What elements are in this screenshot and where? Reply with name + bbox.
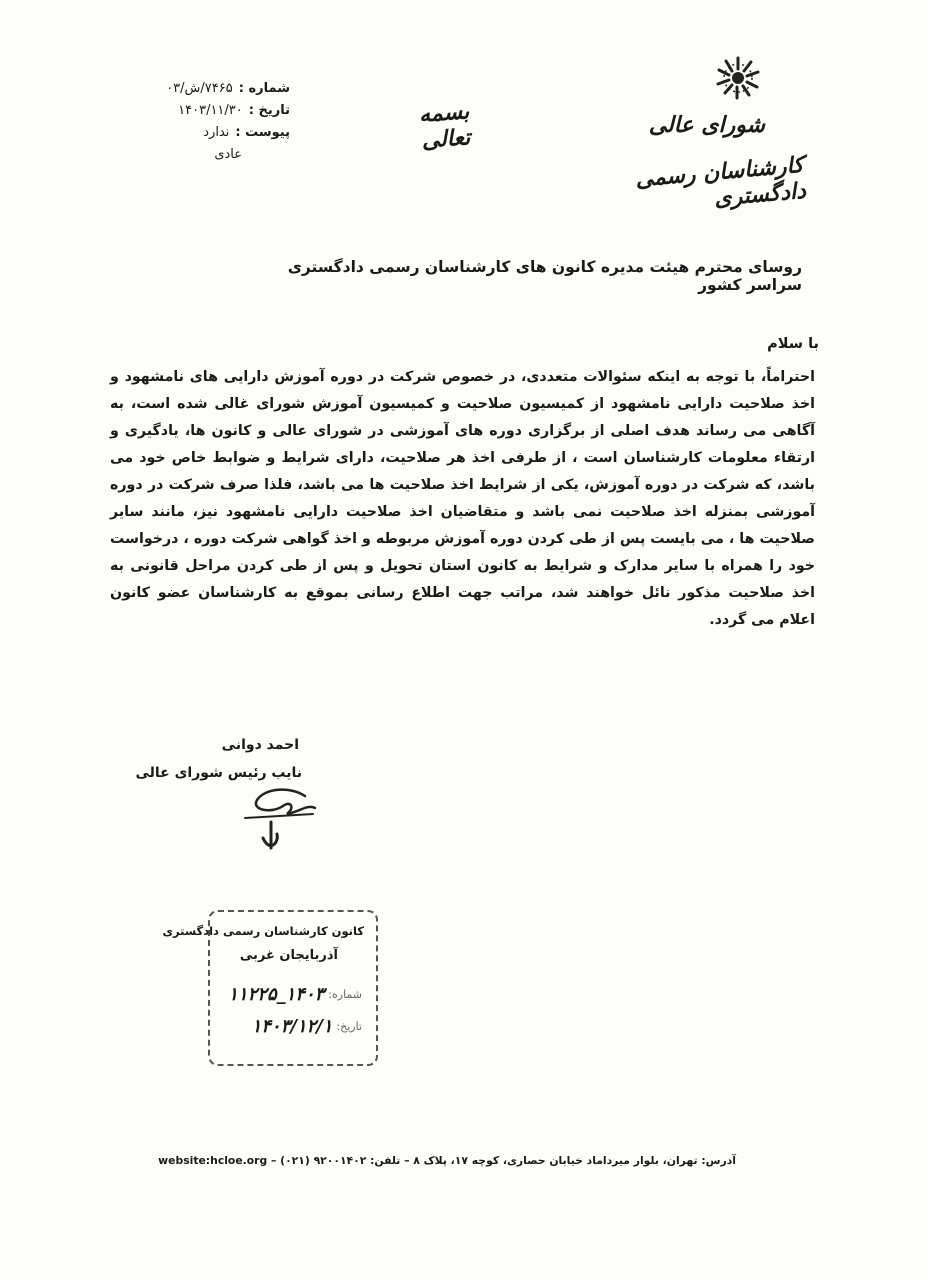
letter-attachment-label: پیوست : <box>235 125 290 140</box>
letter-date-label: تاریخ : <box>248 103 290 118</box>
letter-date-row <box>150 100 290 122</box>
stamp-date-label: تاریخ: <box>336 1020 362 1033</box>
letter-priority-row <box>150 144 290 166</box>
stamp-number-value: ۱۴۰۳_۱۱۲۲۵ <box>228 984 325 1005</box>
letter-priority: عادی <box>214 147 242 162</box>
letter-number-label: شماره : <box>238 81 290 96</box>
received-stamp <box>162 910 378 1066</box>
letter-number-row <box>150 78 290 100</box>
stamp-date-value: ۱۴۰۳/۱۲/۱ <box>251 1016 333 1037</box>
letter-date-value: ۱۴۰۳/۱۱/۳۰ <box>178 103 243 118</box>
letter-attachment-value: ندارد <box>203 125 230 140</box>
stamp-number-row <box>228 984 362 1005</box>
signatory-title: نایب رئیس شورای عالی <box>135 765 302 781</box>
letter-meta <box>150 78 290 166</box>
footer-address: آدرس: تهران، بلوار میرداماد خیابان حصاری، کوچه ۱۷، پلاک ۸ – تلفن: ۹۲۰۰۱۴۰۲ (۰۲۱) – website:hcloe.org <box>158 1154 736 1167</box>
org-name-line2: کارشناسان رسمی دادگستری <box>634 151 807 212</box>
stamp-number-label: شماره: <box>328 988 362 1001</box>
greeting: با سلام <box>767 336 819 352</box>
org-name-line1: شورای عالی <box>648 112 765 138</box>
stamp-org-line: کانون کارشناسان رسمی دادگستری <box>162 924 364 938</box>
handwritten-signature-icon <box>235 778 325 858</box>
stamp-province-line: آذربایجان غربی <box>239 948 338 963</box>
stamp-date-row <box>252 1016 362 1037</box>
letter-body: احتراماً، با توجه به اینکه سئوالات متعددی، در خصوص شرکت در دوره آموزش دارایی های نامشهود و اخذ صلاحیت دارایی نامشهود از کمیسیون صلاحیت و کمیسیون آموزش شورای غالی شده است، به آگاهی می رساند هدف اصلی از برگزاری دوره های آموزشی در شورای عالی و کانون ها، یادگیری و ارتقاء معلومات کارشناسان است ، از طرفی اخذ هر صلاحیت، دارای شرایط و ضوابط خاص خود می باشد، که شرکت در دوره آموزش، یکی از شرایط اخذ صلاحیت ها می باشد، فلذا صرف شرکت در دوره آموزشی بمنزله اخذ صلاحیت نمی باشد و متقاضیان اخذ صلاحیت دارایی نامشهود نیز، مانند سایر صلاحیت ها ، می بایست پس از طی کردن دوره آموزش مربوطه و اخذ گواهی شرکت دوره ، درخواست خود را همراه با سایر مدارک و شرایط به کانون استان تحویل و پس از طی کردن مراحل قانونی به اخذ صلاحیت مذکور نائل خواهند شد، مراتب جهت اطلاع رسانی بموقع به کارشناسان عضو کانون اعلام می گردد. <box>110 369 815 628</box>
bismillah-heading: بسمه تعالی <box>418 98 471 154</box>
letter-attachment-row <box>150 122 290 144</box>
recipient-line: روسای محترم هیئت مدیره کانون های کارشناسان رسمی دادگستری سراسر کشور <box>287 258 802 294</box>
signatory-name: احمد دوانی <box>221 737 299 753</box>
letter-number-value: ۷۴۶۵/ش/۰۳ <box>166 81 233 96</box>
